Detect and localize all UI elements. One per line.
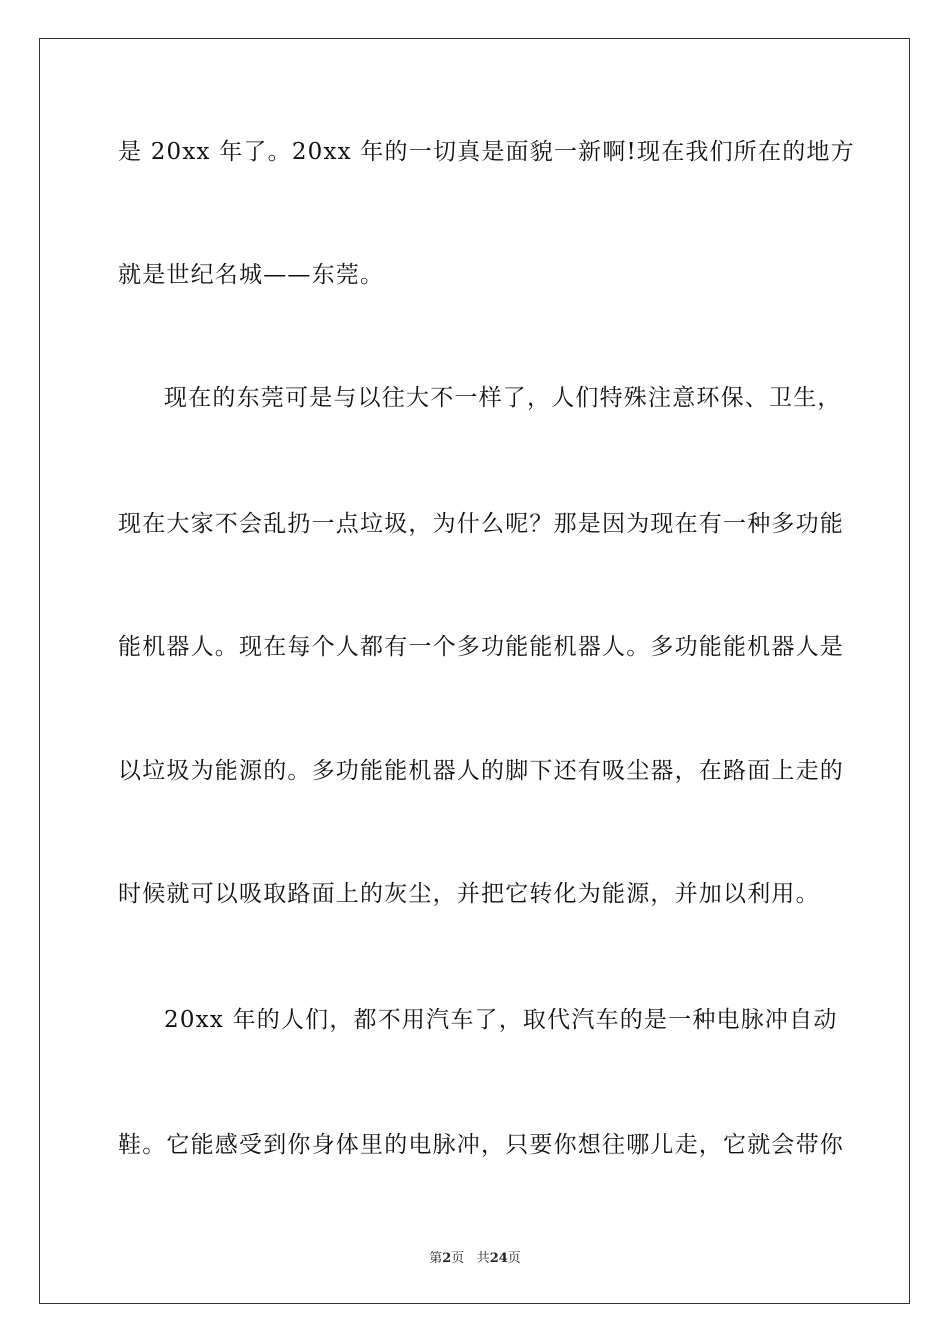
body-line: 以垃圾为能源的。多功能能机器人的脚下还有吸尘器，在路面上走的 — [118, 758, 844, 784]
page-suffix: 页 — [451, 1251, 465, 1266]
page-border — [39, 38, 910, 1304]
body-line: 鞋。它能感受到你身体里的电脉冲，只要你想往哪儿走，它就会带你 — [118, 1132, 844, 1158]
body-line: 是 20xx 年了。20xx 年的一切真是面貌一新啊!现在我们所在的地方 — [118, 139, 855, 165]
paragraph-first-line: 现在的东莞可是与以往大不一样了，人们特殊注意环保、卫生， — [164, 385, 842, 411]
body-line: 就是世纪名城——东莞。 — [118, 262, 385, 288]
body-line: 时候就可以吸取路面上的灰尘，并把它转化为能源，并加以利用。 — [118, 881, 820, 907]
body-line: 现在大家不会乱扔一点垃圾，为什么呢？那是因为现在有一种多功能 — [118, 511, 844, 537]
page-prefix: 第 — [429, 1251, 443, 1266]
body-line: 能机器人。现在每个人都有一个多功能能机器人。多功能能机器人是 — [118, 634, 844, 660]
paragraph-first-line: 20xx 年的人们，都不用汽车了，取代汽车的是一种电脉冲自动 — [164, 1007, 838, 1033]
page-number: 2 — [442, 1251, 452, 1266]
total-suffix: 页 — [507, 1251, 521, 1266]
total-pages: 24 — [489, 1251, 508, 1266]
page-footer — [0, 1247, 950, 1266]
total-prefix: 共 — [476, 1251, 490, 1266]
